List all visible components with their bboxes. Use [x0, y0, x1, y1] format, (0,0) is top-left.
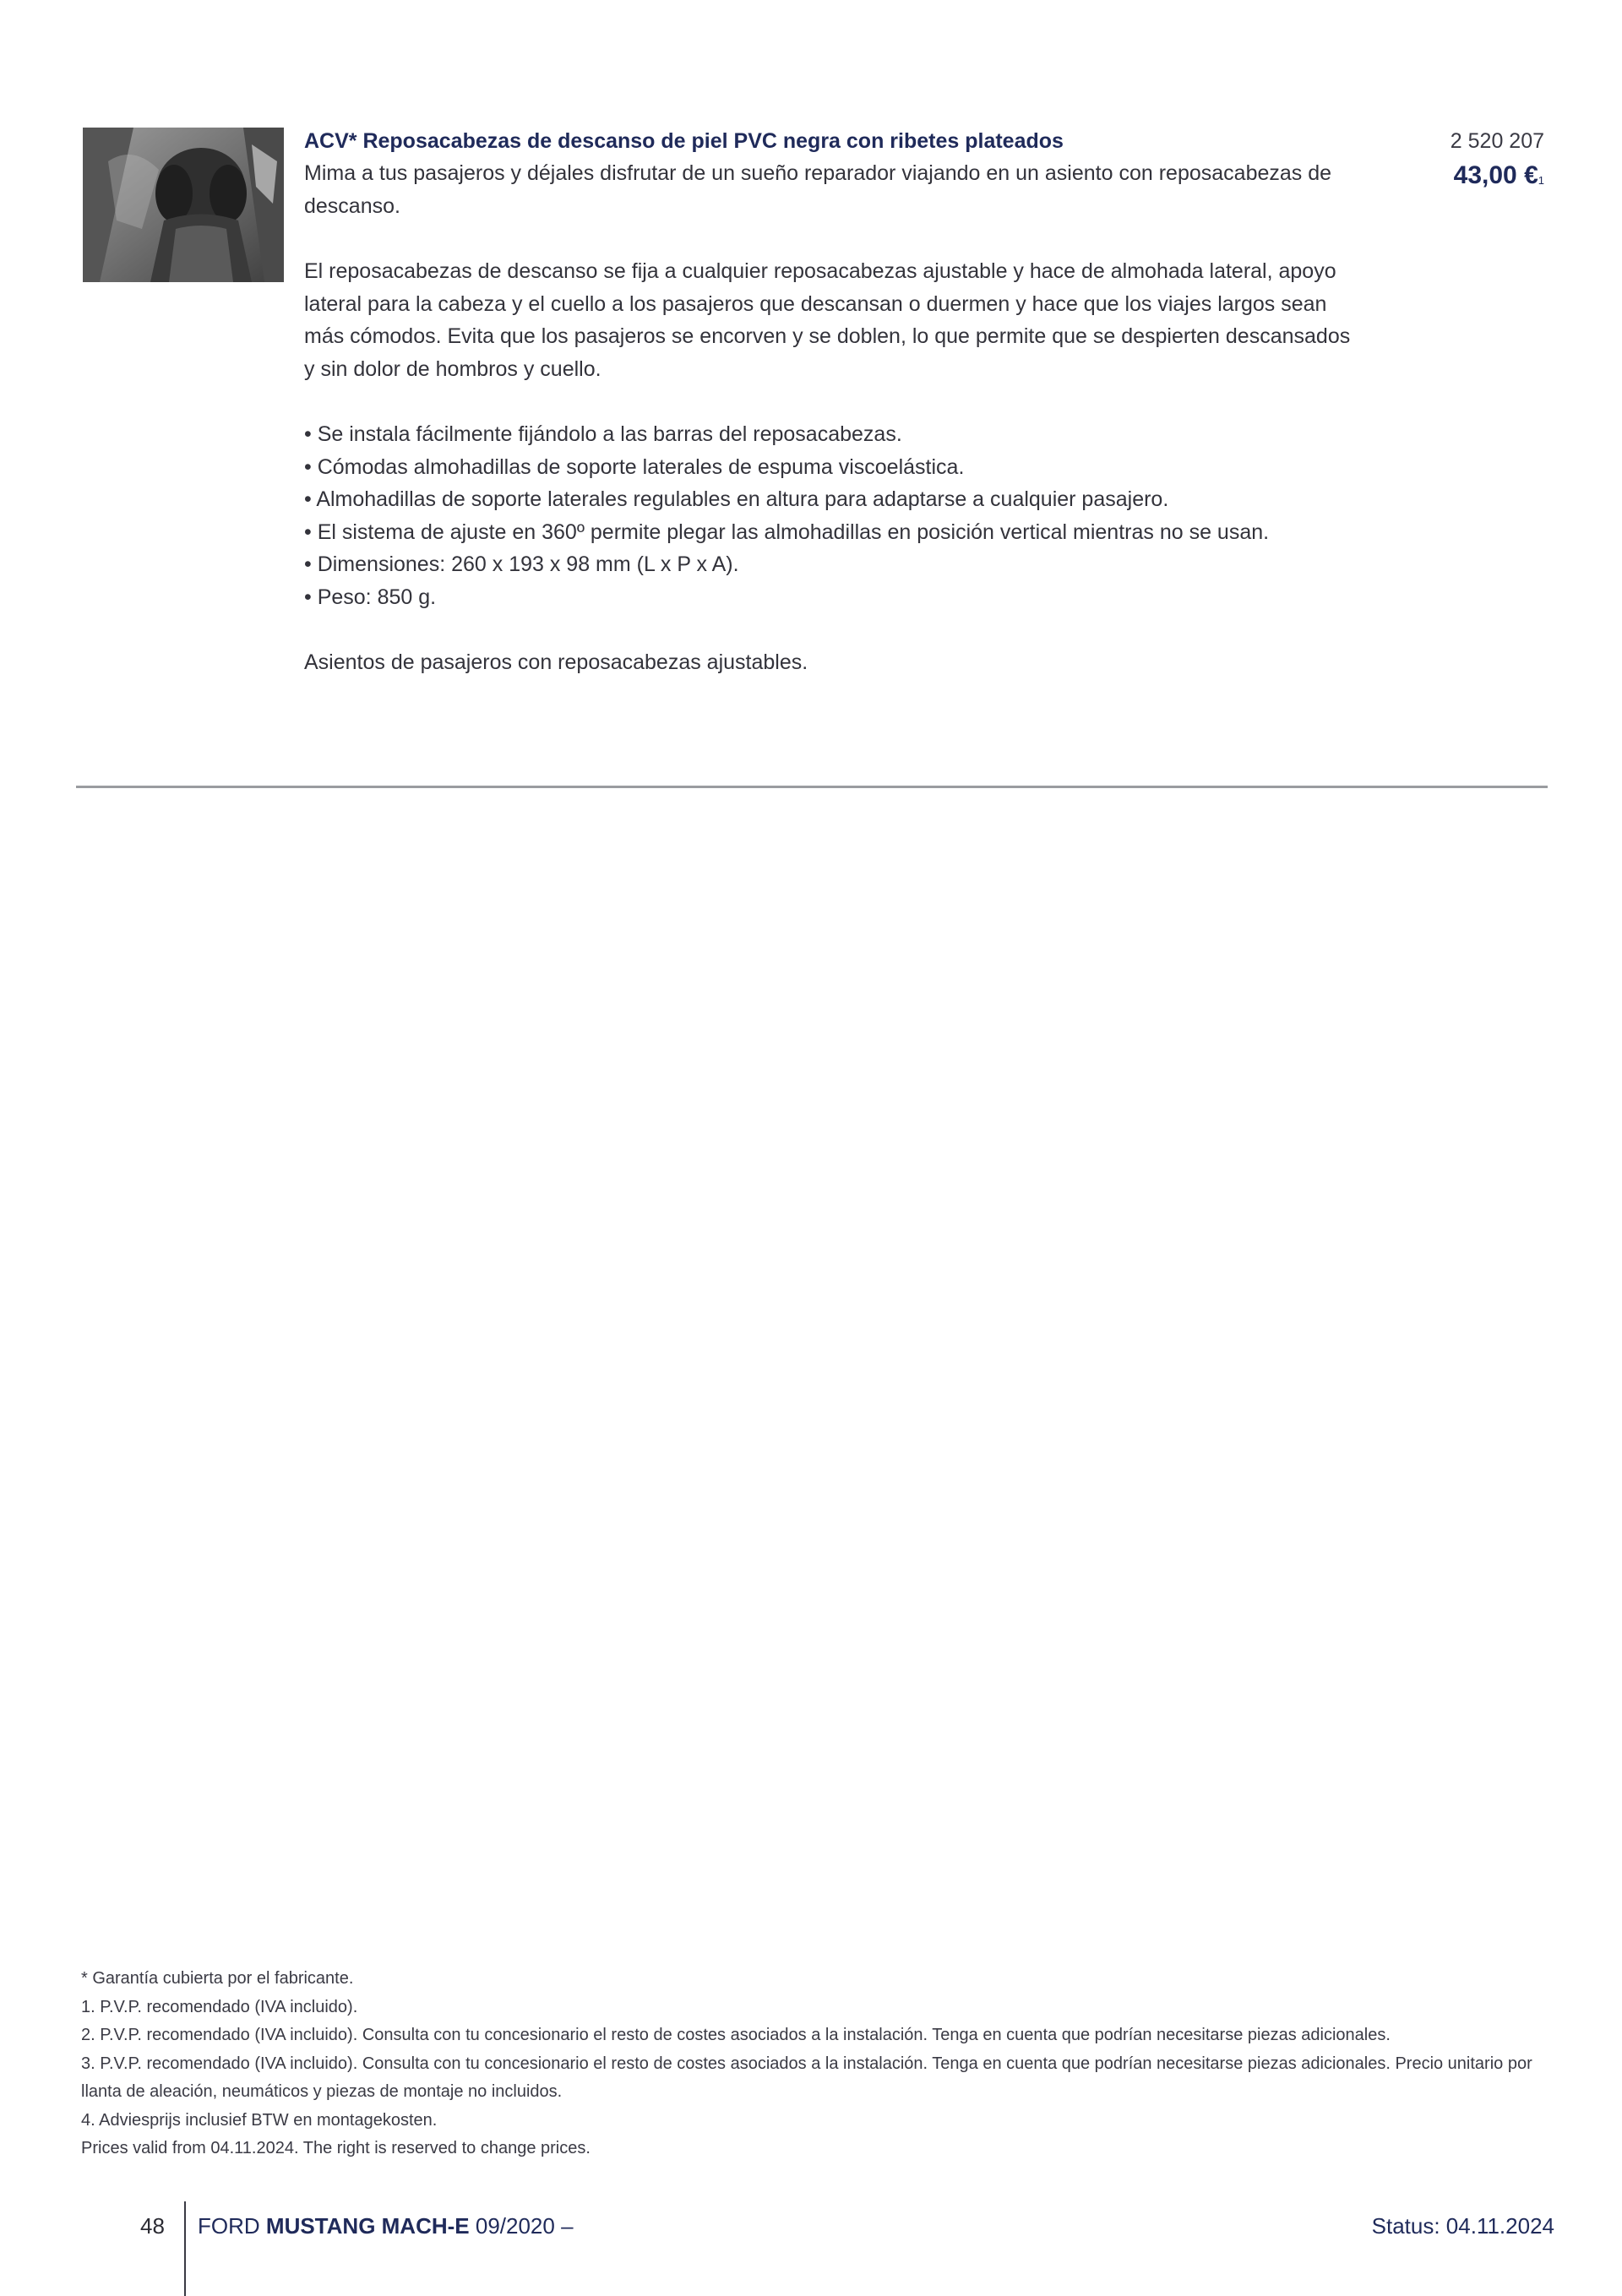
product-title: ACV* Reposacabezas de descanso de piel PVC negra con ribetes plateados [304, 129, 1064, 153]
feature-item: • Peso: 850 g. [304, 585, 437, 609]
footnotes [81, 1965, 1534, 2163]
status-date: Status: 04.11.2024 [1371, 2213, 1554, 2239]
footnote: 2. P.V.P. recomendado (IVA incluido). Consulta con tu concesionario el resto de costes asociados a la instalación. Tenga en cuenta que podrían necesitarse piezas adicionales. [81, 2026, 1391, 2044]
feature-list [304, 418, 1360, 613]
model-name: MUSTANG MACH-E [265, 2213, 470, 2239]
footnote: * Garantía cubierta por el fabricante. [81, 1969, 354, 1988]
model-date: 09/2020 – [475, 2213, 574, 2239]
part-number: 2 520 207 [1450, 129, 1544, 153]
price-value: 43,00 € [1453, 161, 1538, 189]
feature-item: • El sistema de ajuste en 360º permite plegar las almohadillas en posición vertical mientras no se usan. [304, 520, 1270, 544]
product-intro: Mima a tus pasajeros y déjales disfrutar de un sueño reparador viajando en un asiento con reposacabezas de descanso. [304, 161, 1332, 218]
model-label [198, 2213, 574, 2239]
feature-item: • Dimensiones: 260 x 193 x 98 mm (L x P x A). [304, 552, 739, 576]
headrest-photo-icon [83, 128, 284, 282]
page-footer [0, 2196, 1622, 2296]
product-description: El reposacabezas de descanso se fija a cualquier reposacabezas ajustable y hace de almohada lateral, apoyo lateral para la cabeza y el cuello a los pasajeros que descansan o duermen y hace que los viajes largos sean más cómodos. Evita que los pasajeros se encorven y se doblen, lo que permite que se despierten descansados y sin dolor de hombros y cuello. [304, 259, 1351, 381]
price-block [1451, 125, 1544, 194]
page-number: 48 [140, 2213, 165, 2239]
footer-divider [184, 2201, 186, 2296]
price-footnote-marker: 1 [1538, 174, 1544, 187]
brand-name: FORD [198, 2213, 260, 2239]
footnote: 3. P.V.P. recomendado (IVA incluido). Consulta con tu concesionario el resto de costes asociados a la instalación. Tenga en cuenta que podrían necesitarse piezas adicionales. Precio unitario por llanta de aleación, neumáticos y piezas de montaje no incluidos. [81, 2054, 1532, 2101]
price [1451, 157, 1544, 194]
product-text [304, 125, 1360, 679]
feature-item: • Se instala fácilmente fijándolo a las barras del reposacabezas. [304, 422, 902, 446]
feature-item: • Almohadillas de soporte laterales regulables en altura para adaptarse a cualquier pasajero. [304, 487, 1169, 511]
footnote: Prices valid from 04.11.2024. The right is reserved to change prices. [81, 2139, 591, 2157]
product-entry [76, 125, 1548, 788]
feature-item: • Cómodas almohadillas de soporte laterales de espuma viscoelástica. [304, 454, 965, 479]
compatibility-note: Asientos de pasajeros con reposacabezas ajustables. [304, 650, 808, 674]
footnote: 4. Adviesprijs inclusief BTW en montagekosten. [81, 2110, 438, 2130]
footnote: 1. P.V.P. recomendado (IVA incluido). [81, 1997, 358, 2016]
